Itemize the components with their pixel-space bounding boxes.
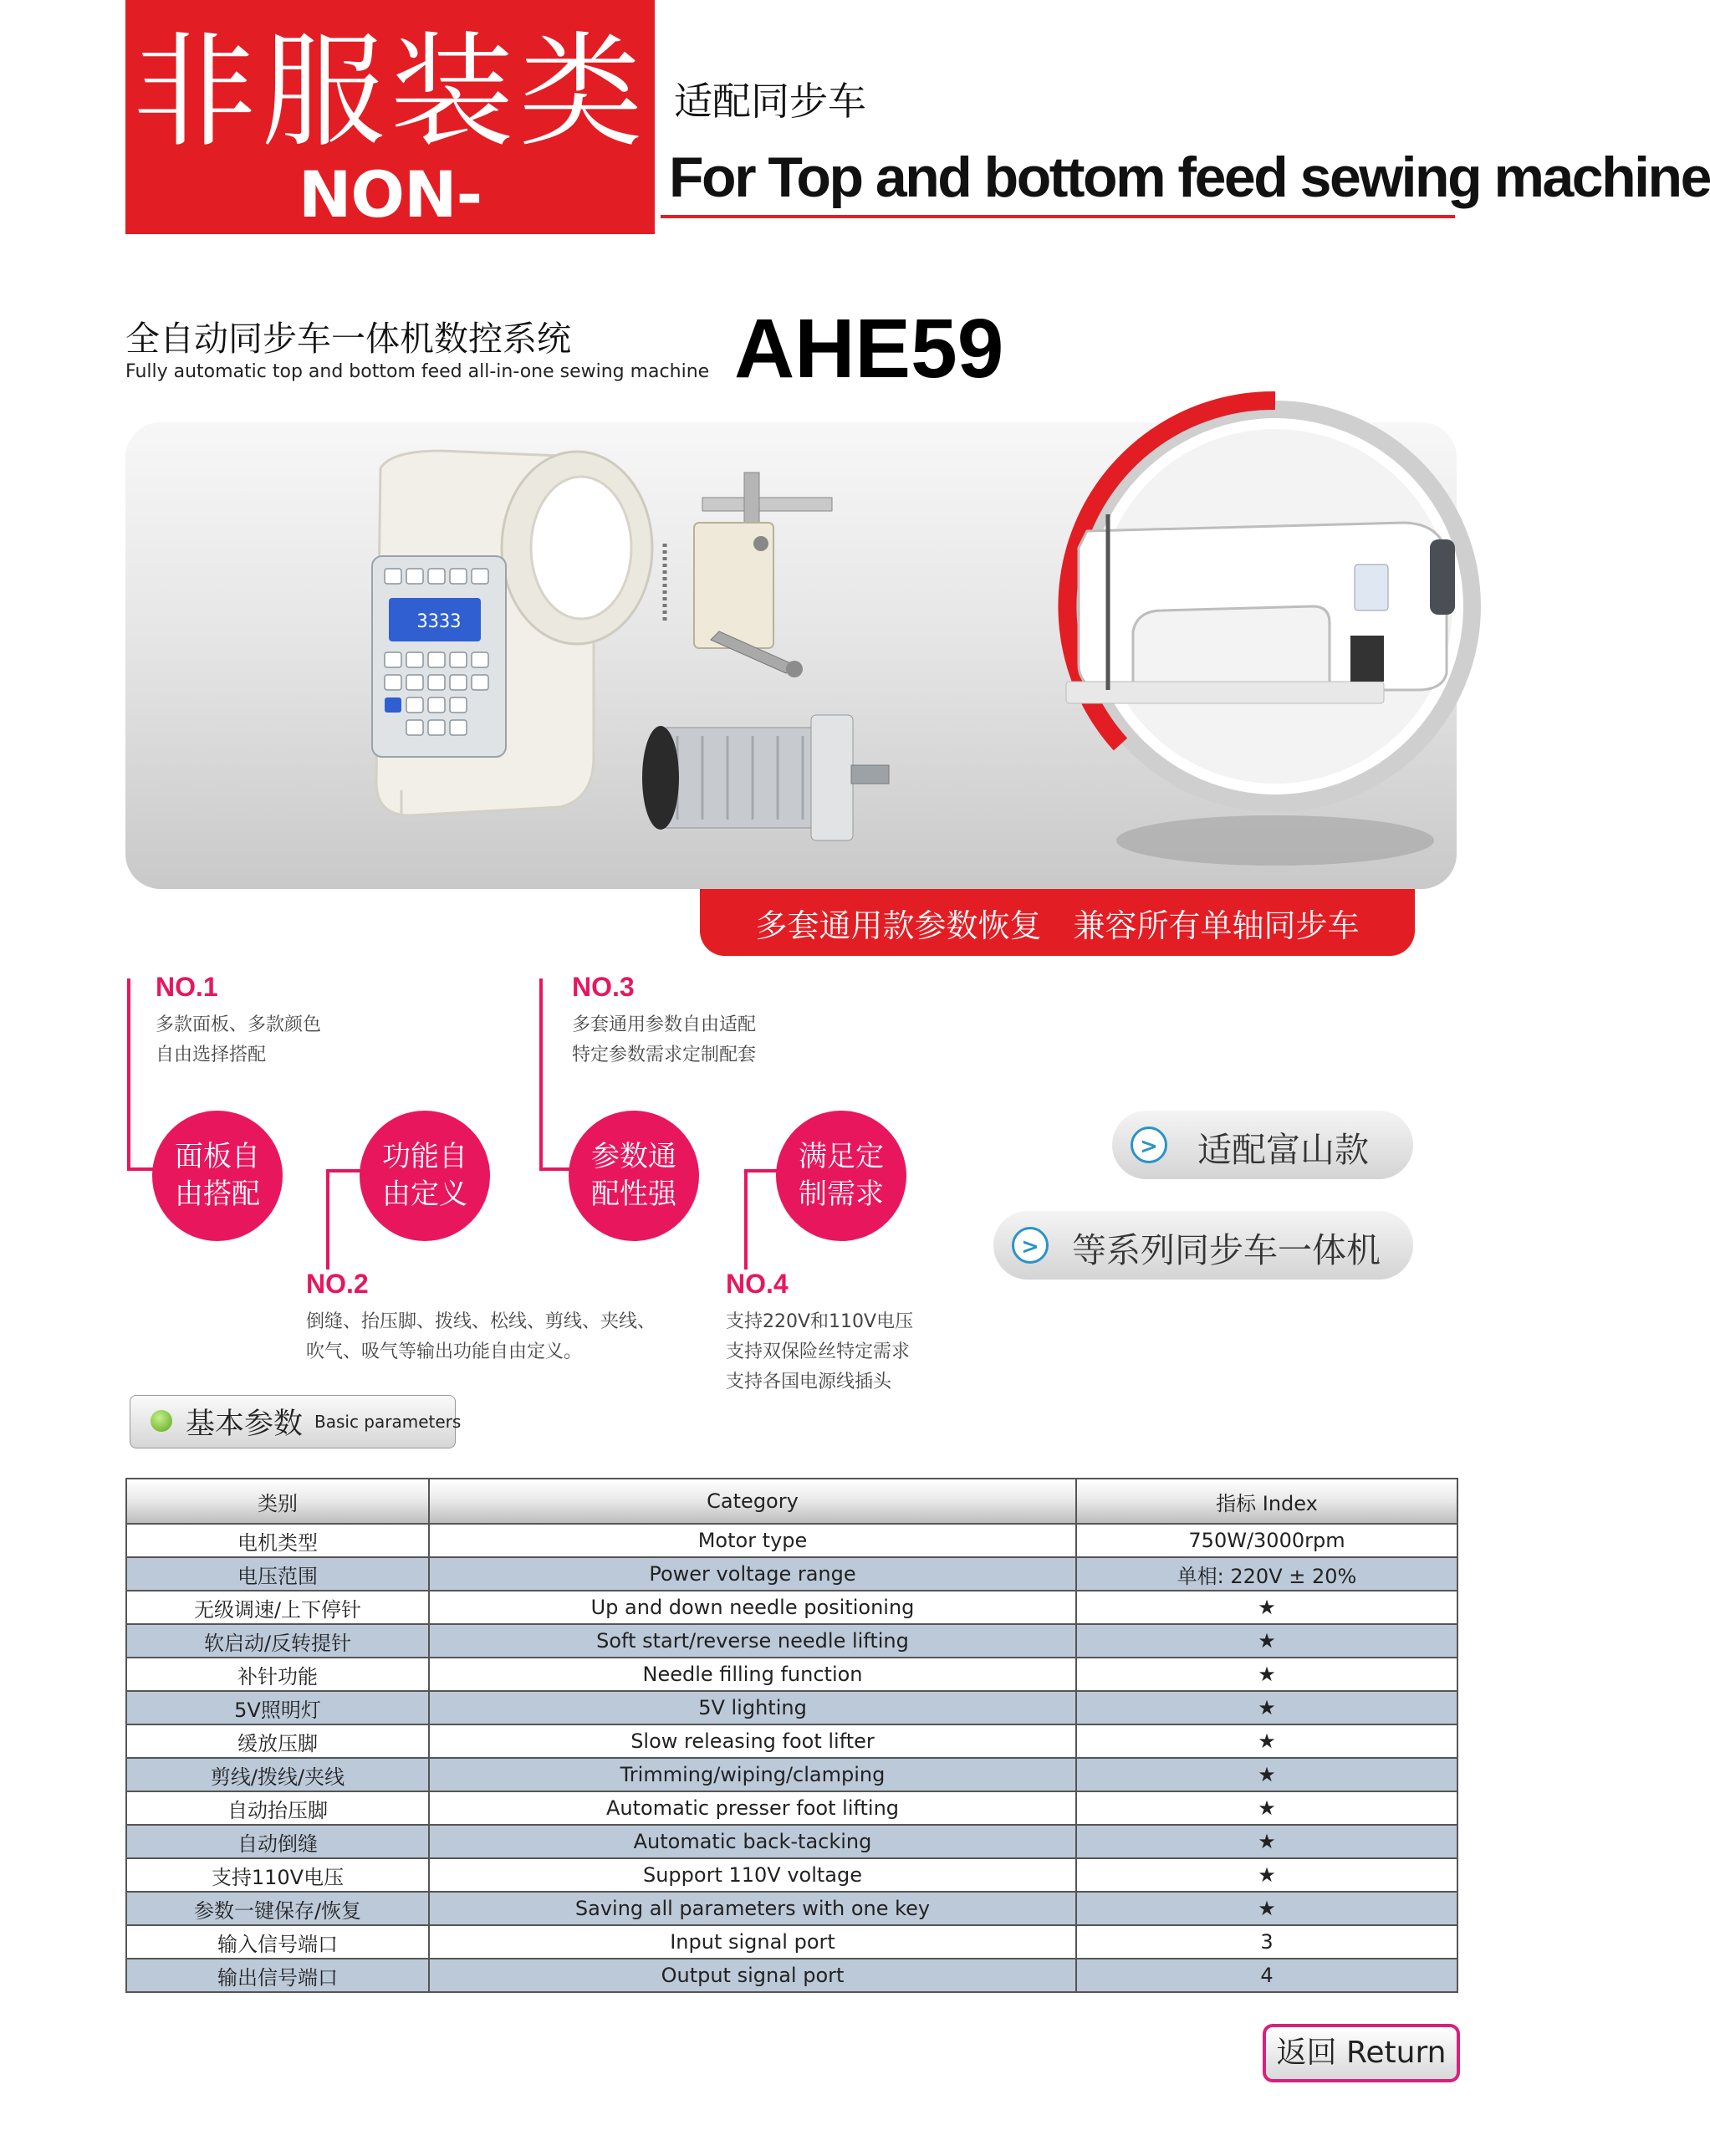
parameters-table [125,1478,1458,1993]
cell-index: ★ [1076,1591,1457,1624]
table-row [126,1691,1457,1724]
header-divider [661,215,1455,218]
cell-index: 750W/3000rpm [1076,1524,1457,1557]
cell-category-cn: 剪线/拨线/夹线 [126,1758,429,1791]
cell-category-cn: 输出信号端口 [126,1959,429,1992]
product-illustration [125,422,1457,889]
motor-image [642,715,889,840]
panel-display-readout: 3333 [416,611,462,632]
column-header-index: 指标 Index [1076,1479,1457,1524]
cell-category-en: Soft start/reverse needle lifting [429,1624,1076,1658]
table-row [126,1724,1457,1758]
cell-index: ★ [1076,1858,1457,1892]
feature-1-connector-vertical [127,978,130,1171]
cell-category-cn: 输入信号端口 [126,1925,429,1959]
cell-index: ★ [1076,1758,1457,1791]
cell-category-en: Trimming/wiping/clamping [429,1758,1076,1791]
green-dot-icon [151,1410,172,1432]
cell-category-en: Input signal port [429,1925,1076,1959]
feature-4-connector-vertical [744,1169,748,1270]
feature-4-connector-horizontal [744,1169,781,1173]
cell-category-en: Up and down needle positioning [429,1591,1076,1624]
cell-category-cn: 缓放压脚 [126,1724,429,1758]
sewing-machine-badge [1066,401,1481,866]
cell-index: 3 [1076,1925,1457,1959]
category-title-cn: 非服装类 [132,20,648,164]
table-row [126,1758,1457,1791]
table-header-row [126,1479,1457,1524]
feature-1-number: NO.1 [156,972,218,1002]
feature-3-connector-vertical [539,978,543,1171]
feature-2-description: 倒缝、抬压脚、拨线、松线、剪线、夹线、 吹气、吸气等输出功能自由定义。 [306,1311,656,1362]
basic-parameters-title-cn: 基本参数 [186,1408,304,1441]
cell-index: ★ [1076,1791,1457,1825]
cell-index: ★ [1076,1892,1457,1925]
cell-category-en: Needle filling function [429,1658,1076,1691]
cell-category-cn: 自动倒缝 [126,1825,429,1858]
control-box-image [372,451,652,815]
category-title-en: NON-GARMENT [216,157,564,304]
cell-category-en: Power voltage range [429,1557,1076,1591]
cell-category-en: Motor type [429,1524,1076,1557]
table-row [126,1791,1457,1825]
cell-category-en: Saving all parameters with one key [429,1892,1076,1925]
chevron-right-icon: > [1012,1227,1049,1264]
cell-index: ★ [1076,1825,1457,1858]
feature-4-description: 支持220V和110V电压 支持双保险丝特定需求 支持各国电源线插头 [726,1311,914,1392]
cell-index: ★ [1076,1724,1457,1758]
header-subtitle-cn: 适配同步车 [674,79,866,124]
product-title-en: Fully automatic top and bottom feed all-in-one sewing machine [125,361,710,382]
table-row [126,1591,1457,1624]
feature-2-circle-label: 功能自 由定义 [382,1140,467,1211]
table-row [126,1825,1457,1858]
cell-category-cn: 补针功能 [126,1658,429,1691]
model-number: AHE59 [734,302,1004,396]
cell-category-en: Output signal port [429,1959,1076,1992]
cell-index: 4 [1076,1959,1457,1992]
cell-category-cn: 自动抬压脚 [126,1791,429,1825]
cell-category-cn: 参数一键保存/恢复 [126,1892,429,1925]
cell-category-en: 5V lighting [429,1691,1076,1724]
feature-1-description: 多款面板、多款颜色 自由选择搭配 [156,1014,322,1065]
table-row [126,1858,1457,1892]
product-title-cn: 全自动同步车一体机数控系统 [125,319,571,359]
feature-banner-text: 多套通用款参数恢复 兼容所有单轴同步车 [755,907,1360,944]
basic-parameters-title-en: Basic parameters [314,1412,462,1432]
column-header-category-cn: 类别 [126,1479,429,1524]
feature-2-circle [360,1111,490,1241]
cell-index: ★ [1076,1658,1457,1691]
feature-4-circle [776,1111,906,1241]
table-row [126,1658,1457,1691]
return-button[interactable]: 返回 Return [1263,2024,1460,2082]
feature-4-number: NO.4 [726,1269,789,1299]
cell-category-cn: 5V照明灯 [126,1691,429,1724]
cell-category-en: Slow releasing foot lifter [429,1724,1076,1758]
cell-category-en: Automatic presser foot lifting [429,1791,1076,1825]
table-row [126,1892,1457,1925]
table-row [126,1959,1457,1992]
cell-category-en: Automatic back-tacking [429,1825,1076,1858]
sensor-bracket-image [665,473,832,677]
cell-category-cn: 软启动/反转提针 [126,1624,429,1658]
cell-category-cn: 电压范围 [126,1557,429,1591]
parameters-table-body [126,1524,1457,1992]
table-row [126,1925,1457,1959]
chevron-right-icon: > [1131,1127,1167,1163]
feature-1-circle-label: 面板自 由搭配 [175,1140,260,1211]
column-header-category-en: Category [429,1479,1076,1524]
feature-4-circle-label: 满足定 制需求 [799,1140,884,1211]
cell-category-cn: 无级调速/上下停针 [126,1591,429,1624]
cell-index: ★ [1076,1624,1457,1658]
cell-category-en: Support 110V voltage [429,1858,1076,1892]
feature-2-number: NO.2 [306,1269,369,1299]
header-subtitle-en: For Top and bottom feed sewing machine [669,146,1710,209]
cell-index: ★ [1076,1691,1457,1724]
feature-3-circle-label: 参数通 配性强 [591,1140,676,1211]
cell-index: 单相: 220V ± 20% [1076,1557,1457,1591]
cell-category-cn: 支持110V电压 [126,1858,429,1892]
feature-3-description: 多套通用参数自由适配 特定参数需求定制配套 [572,1014,757,1065]
feature-3-circle [569,1111,699,1241]
compat-pill-series-label: 等系列同步车一体机 [1072,1230,1381,1270]
cell-category-cn: 电机类型 [126,1524,429,1557]
feature-1-circle [152,1111,283,1241]
feature-3-number: NO.3 [572,972,635,1002]
compat-pill-fuyama-label: 适配富山款 [1197,1130,1369,1170]
table-row [126,1557,1457,1591]
table-row [126,1524,1457,1557]
feature-2-connector-horizontal [326,1169,365,1173]
feature-2-connector-vertical [326,1169,329,1270]
table-row [126,1624,1457,1658]
